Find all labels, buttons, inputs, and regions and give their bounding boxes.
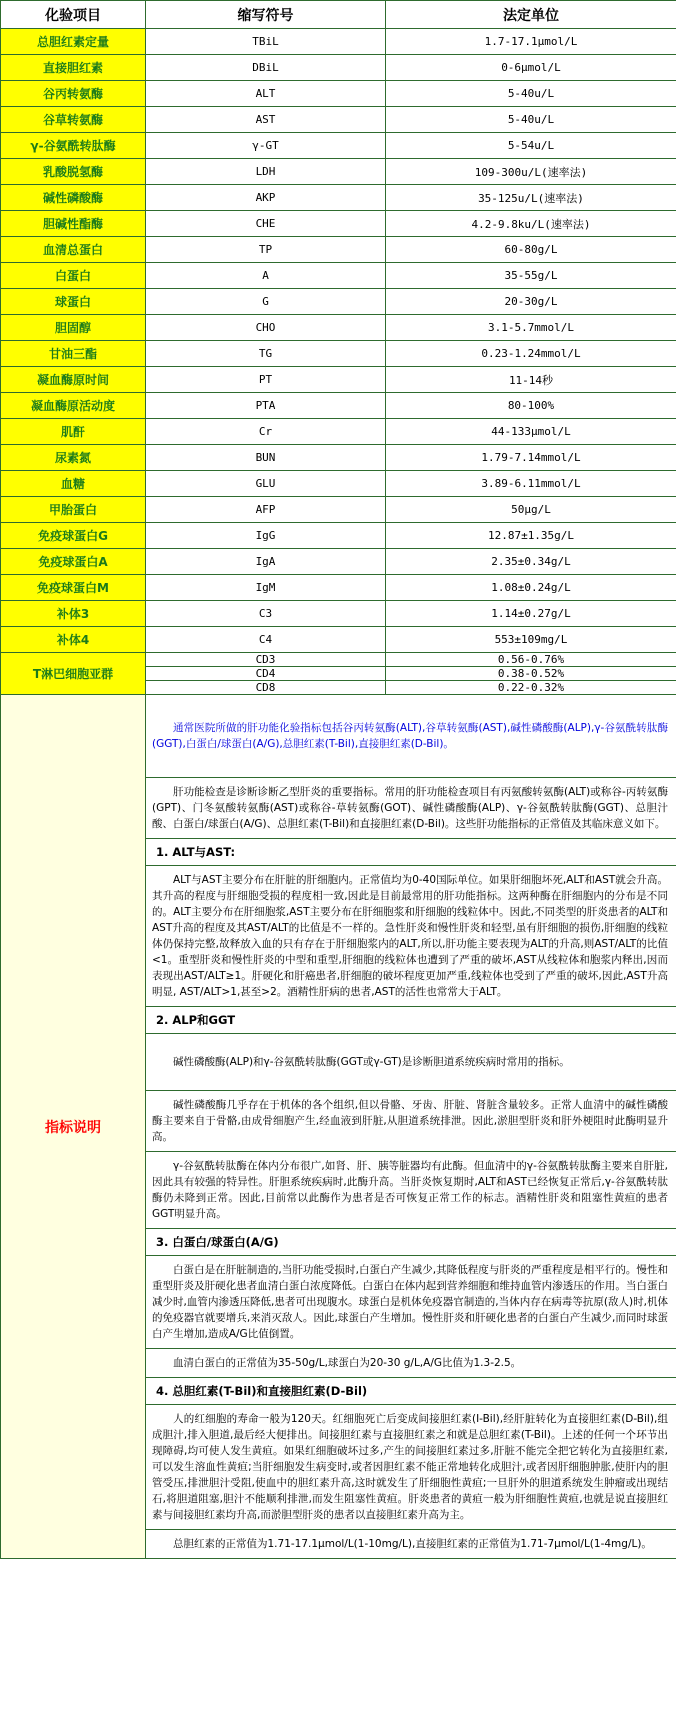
test-abbreviation: LDH <box>146 159 386 185</box>
test-abbreviation: γ-GT <box>146 133 386 159</box>
test-reference-range: 11-14秒 <box>386 367 676 393</box>
test-abbreviation: CD8 <box>146 681 386 695</box>
test-abbreviation: TBiL <box>146 29 386 55</box>
test-abbreviation: IgG <box>146 523 386 549</box>
table-row <box>1 211 676 237</box>
table-row <box>1 601 676 627</box>
test-name: 尿素氮 <box>1 445 146 471</box>
header-legal-unit: 法定单位 <box>386 1 676 29</box>
notes-label: 指标说明 <box>1 695 146 1559</box>
test-name: 乳酸脱氢酶 <box>1 159 146 185</box>
table-row <box>1 341 676 367</box>
table-row <box>1 367 676 393</box>
test-abbreviation: AFP <box>146 497 386 523</box>
notes-intro-blue: 通常医院所做的肝功能化验指标包括谷丙转氨酶(ALT),谷草转氨酶(AST),碱性磷酸酶(ALP),γ-谷氨酰转肽酶(GGT),白蛋白/球蛋白(A/G),总胆红素(T-Bil),直接胆红素(D-Bil)。 <box>146 695 676 778</box>
table-row <box>1 185 676 211</box>
table-row <box>1 133 676 159</box>
test-name: 免疫球蛋白G <box>1 523 146 549</box>
header-row <box>1 1 676 29</box>
test-name: 肌酐 <box>1 419 146 445</box>
test-abbreviation: GLU <box>146 471 386 497</box>
table-row <box>1 55 676 81</box>
test-reference-range: 109-300u/L(速率法) <box>386 159 676 185</box>
test-reference-range: 0.56-0.76% <box>386 653 676 667</box>
test-name: 总胆红素定量 <box>1 29 146 55</box>
test-name: 补体4 <box>1 627 146 653</box>
test-name: 补体3 <box>1 601 146 627</box>
test-reference-range: 1.08±0.24g/L <box>386 575 676 601</box>
table-row <box>1 653 676 667</box>
test-reference-range: 20-30g/L <box>386 289 676 315</box>
test-reference-range: 5-40u/L <box>386 107 676 133</box>
test-reference-range: 5-54u/L <box>386 133 676 159</box>
test-name: 血清总蛋白 <box>1 237 146 263</box>
test-name: 直接胆红素 <box>1 55 146 81</box>
test-reference-range: 0.23-1.24mmol/L <box>386 341 676 367</box>
test-abbreviation: IgA <box>146 549 386 575</box>
test-reference-range: 80-100% <box>386 393 676 419</box>
section-title-bilirubin: 4. 总胆红素(T-Bil)和直接胆红素(D-Bil) <box>146 1378 676 1405</box>
section-title-alt-ast: 1. ALT与AST: <box>146 839 676 866</box>
table-row <box>1 159 676 185</box>
test-abbreviation: IgM <box>146 575 386 601</box>
table-row <box>1 289 676 315</box>
test-abbreviation: C3 <box>146 601 386 627</box>
test-abbreviation: BUN <box>146 445 386 471</box>
table-row <box>1 471 676 497</box>
test-name: 胆碱性酯酶 <box>1 211 146 237</box>
test-abbreviation: G <box>146 289 386 315</box>
section-text-alt-ast: ALT与AST主要分布在肝脏的肝细胞内。正常值均为0-40国际单位。如果肝细胞坏死,ALT和AST就会升高。其升高的程度与肝细胞受损的程度相一致,因此是目前最常用的肝功能指标。这两种酶在肝细胞内的分布是不同的。ALT主要分布在肝细胞浆,AST主要分布在肝细胞浆和肝细胞的线粒体中。因此,不同类型的肝炎患者的ALT和AST升高的程度及其AST/ALT的比值是不一样的。急性肝炎和慢性肝炎和轻型,虽有肝细胞的损伤,肝细胞的线粒体仍保持完整,故释放入血的只有存在于肝细胞浆内的ALT,所以,肝功能主要表现为ALT的升高,则AST/ALT的比值<1。重型肝炎和慢性肝炎的中型和重型,肝细胞的线粒体也遭到了严重的破坏,AST从线粒体和胞浆内释出,因而表现出AST/ALT≥1。肝硬化和肝癌患者,肝细胞的破坏程度更加严重,线粒体也受到了严重的破坏,因此,AST升高明显, AST/ALT>1,甚至>2。酒精性肝病的患者,AST的活性也常常大于ALT。 <box>146 866 676 1007</box>
test-abbreviation: ALT <box>146 81 386 107</box>
section-text-albumin-globulin-2: 血清白蛋白的正常值为35-50g/L,球蛋白为20-30 g/L,A/G比值为1.3-2.5。 <box>146 1349 676 1378</box>
test-reference-range: 3.89-6.11mmol/L <box>386 471 676 497</box>
test-reference-range: 0.38-0.52% <box>386 667 676 681</box>
table-row <box>1 81 676 107</box>
notes-intro: 肝功能检查是诊断诊断乙型肝炎的重要指标。常用的肝功能检查项目有丙氨酸转氨酶(ALT)或称谷-丙转氨酶(GPT)、门冬氨酸转氨酶(AST)或称谷-草转氨酶(GOT)、碱性磷酸酶(ALP)、γ-谷氨酰转肽酶(GGT)、总胆汁酸、白蛋白/球蛋白(A/G)、总胆红素(T-Bil)和直接胆红素(D-Bil)。这些肝功能指标的正常值及其临床意义如下。 <box>146 778 676 839</box>
test-reference-range: 12.87±1.35g/L <box>386 523 676 549</box>
test-name: 碱性磷酸酶 <box>1 185 146 211</box>
test-reference-range: 0.22-0.32% <box>386 681 676 695</box>
table-row <box>1 107 676 133</box>
test-abbreviation: AKP <box>146 185 386 211</box>
test-name: 谷草转氨酶 <box>1 107 146 133</box>
test-reference-range: 44-133μmol/L <box>386 419 676 445</box>
table-row <box>1 575 676 601</box>
test-name: 甲胎蛋白 <box>1 497 146 523</box>
test-reference-range: 60-80g/L <box>386 237 676 263</box>
test-name: 免疫球蛋白A <box>1 549 146 575</box>
table-row <box>1 237 676 263</box>
table-row <box>1 29 676 55</box>
test-abbreviation: CD3 <box>146 653 386 667</box>
test-abbreviation: AST <box>146 107 386 133</box>
test-reference-range: 35-125u/L(速率法) <box>386 185 676 211</box>
header-test-item: 化验项目 <box>1 1 146 29</box>
test-abbreviation: DBiL <box>146 55 386 81</box>
header-abbreviation: 缩写符号 <box>146 1 386 29</box>
test-reference-range: 0-6μmol/L <box>386 55 676 81</box>
test-abbreviation: TG <box>146 341 386 367</box>
table-row <box>1 497 676 523</box>
test-name: 球蛋白 <box>1 289 146 315</box>
t-lymphocyte-subset-name: T淋巴细胞亚群 <box>1 653 146 695</box>
table-row <box>1 627 676 653</box>
test-name: 免疫球蛋白M <box>1 575 146 601</box>
test-abbreviation: CHO <box>146 315 386 341</box>
section-text-alp-ggt-2: 碱性磷酸酶几乎存在于机体的各个组织,但以骨骼、牙齿、肝脏、肾脏含量较多。正常人血清中的碱性磷酸酶主要来自于骨骼,由成骨细胞产生,经血液到肝脏,从胆道系统排泄。因此,淤胆型肝炎和肝外梗阻时此酶明显升高。 <box>146 1091 676 1152</box>
test-name: 谷丙转氨酶 <box>1 81 146 107</box>
test-name: 白蛋白 <box>1 263 146 289</box>
test-reference-range: 35-55g/L <box>386 263 676 289</box>
test-reference-range: 50μg/L <box>386 497 676 523</box>
test-abbreviation: CD4 <box>146 667 386 681</box>
section-text-bilirubin-2: 总胆红素的正常值为1.71-17.1μmol/L(1-10mg/L),直接胆红素的正常值为1.71-7μmol/L(1-4mg/L)。 <box>146 1530 676 1559</box>
test-abbreviation: PT <box>146 367 386 393</box>
test-reference-range: 1.79-7.14mmol/L <box>386 445 676 471</box>
table-row <box>1 419 676 445</box>
test-reference-range: 5-40u/L <box>386 81 676 107</box>
test-name: 胆固醇 <box>1 315 146 341</box>
table-row <box>1 523 676 549</box>
test-name: 凝血酶原活动度 <box>1 393 146 419</box>
table-row <box>1 393 676 419</box>
test-reference-range: 2.35±0.34g/L <box>386 549 676 575</box>
test-abbreviation: CHE <box>146 211 386 237</box>
test-name: 凝血酶原时间 <box>1 367 146 393</box>
test-abbreviation: A <box>146 263 386 289</box>
section-text-bilirubin-1: 人的红细胞的寿命一般为120天。红细胞死亡后变成间接胆红素(I-Bil),经肝脏转化为直接胆红素(D-Bil),组成胆汁,排入胆道,最后经大便排出。间接胆红素与直接胆红素之和就是总胆红素(T-Bil)。上述的任何一个环节出现障碍,均可使人发生黄疸。如果红细胞破坏过多,产生的间接胆红素过多,肝脏不能完全把它转化为直接胆红素,可以发生溶血性黄疸;当肝细胞发生病变时,或者因胆红素不能正常地转化成胆汁,或者因肝细胞肿胀,使肝内的胆管受压,排泄胆汁受阻,使血中的胆红素升高,这时就发生了肝细胞性黄疸;一旦肝外的胆道系统发生肿瘤或出现结石,将胆道阻塞,胆汁不能顺利排泄,而发生阻塞性黄疸。肝炎患者的黄疸一般为肝细胞性黄疸,也就是说直接胆红素与间接胆红素均升高,而淤胆型肝炎的患者以直接胆红素升高为主。 <box>146 1405 676 1530</box>
test-abbreviation: PTA <box>146 393 386 419</box>
test-reference-range: 553±109mg/L <box>386 627 676 653</box>
test-reference-range: 3.1-5.7mmol/L <box>386 315 676 341</box>
table-row <box>1 445 676 471</box>
section-text-alp-ggt-3: γ-谷氨酰转肽酶在体内分布很广,如肾、肝、胰等脏器均有此酶。但血清中的γ-谷氨酰转肽酶主要来自肝脏,因此具有较强的特异性。肝胆系统疾病时,此酶升高。当肝炎恢复期时,ALT和AST已经恢复正常后,γ-谷氨酰转肽酶仍未降到正常。因此,目前常以此酶作为患者是否可恢复正常工作的标志。酒精性肝炎和阻塞性黄疸的患者GGT明显升高。 <box>146 1152 676 1229</box>
section-title-albumin-globulin: 3. 白蛋白/球蛋白(A/G) <box>146 1229 676 1256</box>
test-name: γ-谷氨酰转肽酶 <box>1 133 146 159</box>
notes-row <box>1 695 676 778</box>
test-abbreviation: C4 <box>146 627 386 653</box>
test-reference-range: 1.7-17.1μmol/L <box>386 29 676 55</box>
table-row <box>1 263 676 289</box>
section-text-alp-ggt-1: 碱性磷酸酶(ALP)和γ-谷氨酰转肽酶(GGT或γ-GT)是诊断胆道系统疾病时常用的指标。 <box>146 1034 676 1091</box>
table-row <box>1 549 676 575</box>
section-title-alp-ggt: 2. ALP和GGT <box>146 1007 676 1034</box>
test-name: 血糖 <box>1 471 146 497</box>
test-reference-range: 4.2-9.8ku/L(速率法) <box>386 211 676 237</box>
test-abbreviation: Cr <box>146 419 386 445</box>
test-name: 甘油三酯 <box>1 341 146 367</box>
test-reference-range: 1.14±0.27g/L <box>386 601 676 627</box>
test-abbreviation: TP <box>146 237 386 263</box>
table-row <box>1 315 676 341</box>
section-text-albumin-globulin-1: 白蛋白是在肝脏制造的,当肝功能受损时,白蛋白产生减少,其降低程度与肝炎的严重程度是相平行的。慢性和重型肝炎及肝硬化患者血清白蛋白浓度降低。白蛋白在体内起到营养细胞和维持血管内渗透压的作用。当白蛋白减少时,血管内渗透压降低,患者可出现腹水。球蛋白是机体免疫器官制造的,当体内存在病毒等抗原(敌人)时,机体的免疫器官就要增兵,来消灭敌人。因此,球蛋白产生增加。慢性肝炎和肝硬化患者的白蛋白产生减少,而同时球蛋白产生增加,造成A/G比值倒置。 <box>146 1256 676 1349</box>
